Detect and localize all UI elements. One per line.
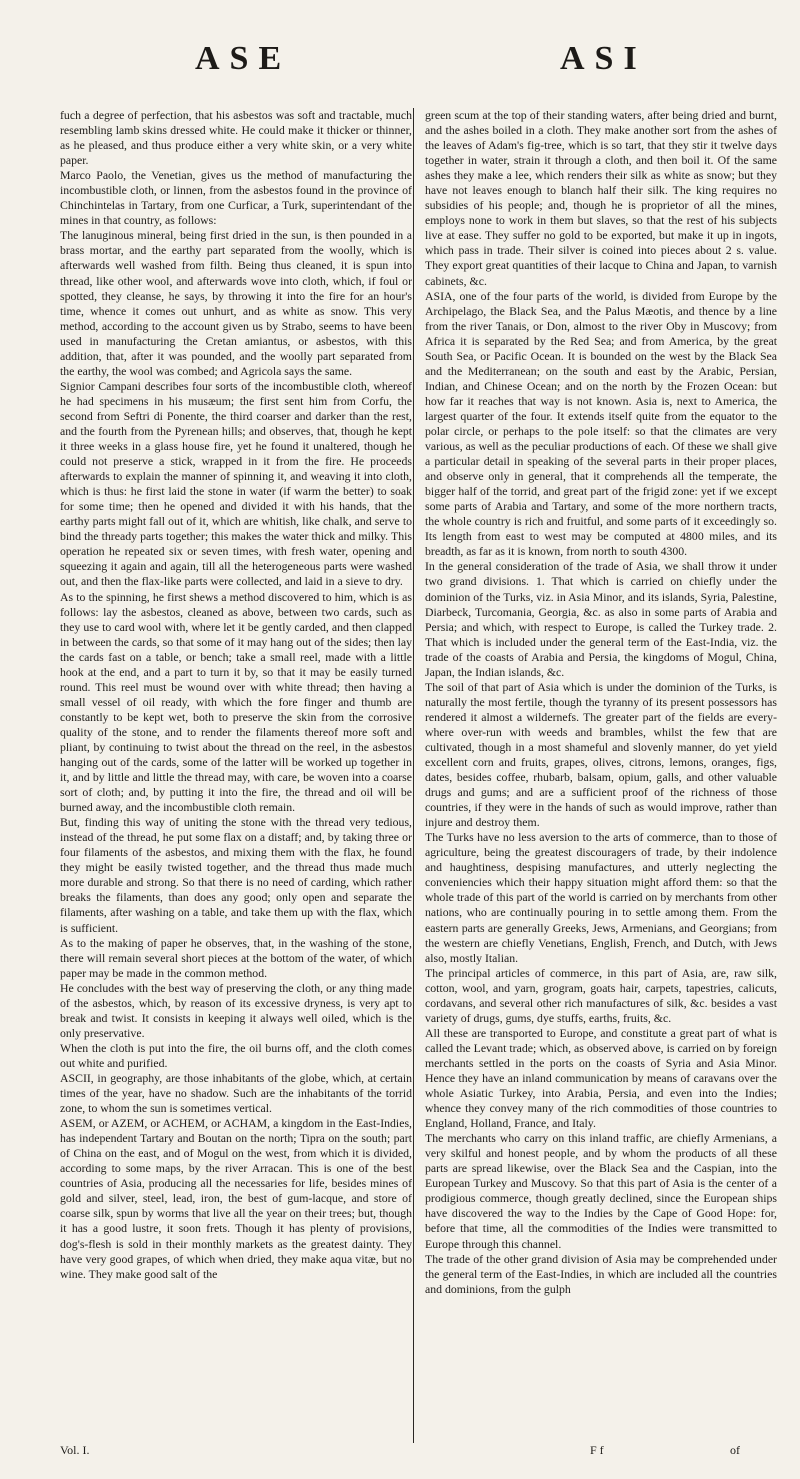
entry-ascii: ASCII, in geography, are those inhabitants of the globe, which, at certain times of the year, have no shadow. Such are the inhabitants of the torrid zone, to whom the sun is sometimes vertical.: [60, 1071, 412, 1116]
paragraph: green scum at the top of their standing waters, after being dried and burnt, and the ashes boiled in a cloth. They make another sort from the ashes of the leaves of Adam's fig-tree, which is so tart, that they stir it twelve days together in water, strain it through a cloth, and then boil it. Of the same ashes they make a lee, which renders their silk as white as snow; but they have not leaves enough to blanch half their silk. The king requires no subsidies of his people; and, though he is proprietor of all the mines, employs none to work in them but slaves, so that the rest of his subjects live at ease. They suffer no gold to be exported, but make it up in ingots, which pass in trade. Their silver is coined into pieces about 2 s. value. They export great quantities of their lacque to China and Japan, to varnish cabinets, &c.: [425, 108, 777, 288]
paragraph: Signior Campani describes four sorts of the incombustible cloth, whereof he had specimens in his musæum; the first sent him from Corfu, the second from Seftri di Ponente, the third coarser and darker than the rest, and the fourth from the Pyrenean hills; and observes, that, though he kept it three weeks in a glass house fire, yet he found it unaltered, though he could not preserve a stick, wrapped in it from the fire. He proceeds afterwards to explain the manner of spinning it, and weaving it into cloth, which is thus: he first laid the stone in water (if warm the better) to soak for some time; then he opened and divided it with his hands, that the earthy parts might fall out of it, which are whitish, like chalk, and serve to bind the thready parts together; this makes the water thick and milky. This operation he repeated six or seven times, with fresh water, opening and squeezing it again and again, till all the heterogeneous parts were washed out, and then the flax-like parts were collected, and laid in a sieve to dry.: [60, 378, 412, 589]
paragraph: The principal articles of commerce, in this part of Asia, are, raw silk, cotton, wool, and yarn, grogram, goats hair, carpets, tapestries, calicuts, cordavans, and several other rich manufactures of silk, &c. besides a vast variety of drugs, gums, dye stuffs, earths, fruits, &c.: [425, 965, 777, 1025]
paragraph: As to the making of paper he observes, that, in the washing of the stone, there will remain several short pieces at the bottom of the water, of which paper may be made in the common method.: [60, 935, 412, 980]
header-right-word: ASI: [560, 40, 647, 77]
paragraph: But, finding this way of uniting the stone with the thread very tedious, instead of the thread, he put some flax on a distaff; and, by taking three or four filaments of the asbestos, and mixing them with the flax, he found they might be easily twisted together, and the thread thus made much more durable and strong. So that there is no need of carding, which rather breaks the filaments, than does any good; only open and separate the filaments, after washing on a table, and take them up with the flax, which is sufficient.: [60, 815, 412, 935]
paragraph: When the cloth is put into the fire, the oil burns off, and the cloth comes out white and purified.: [60, 1040, 412, 1070]
header-left-word: ASE: [195, 40, 292, 77]
column-divider: [413, 108, 414, 1443]
left-column: [60, 108, 412, 1282]
paragraph: The lanuginous mineral, being first dried in the sun, is then pounded in a brass mortar, and the earthy part separated from the woolly, which is afterwards well washed from filth. Being thus cleaned, it is spun into thread, like other wool, and afterwards wove into cloth, which, if foul or spotted, they cleanse, he says, by throwing it into the fire for an hour's time, whence it comes out unhurt, and as white as snow. This very method, according to the account given us by Strabo, seems to have been used in manufacturing the Cretan amiantus, or asbestos, with this addition, that, after it was pounded, and the woolly part separated from the earthy, the wool was combed; and Agricola says the same.: [60, 228, 412, 378]
paragraph: The soil of that part of Asia which is under the dominion of the Turks, is naturally the most fertile, though the tyranny of its present possessors has rendered it almost a wildernefs. The greater part of the fields are every-where over-run with weeds and brambles, whilst the few that are cultivated, though in a most shameful and slovenly manner, do yet yield excellent corn and fruits, grapes, olives, citrons, lemons, oranges, figs, dates, besides coffee, rhubarb, balsam, opium, galls, and other valuable drugs and gums; and are a sufficient proof of the richness of those countries, if they were in the hands of such as would improve, rather than injure and destroy them.: [425, 679, 777, 830]
paragraph: The Turks have no less aversion to the arts of commerce, than to those of agriculture, being the greatest discouragers of trade, by their indolence and haughtiness, despising manufactures, and utterly neglecting the conveniencies which their happy situation might afford them: so that the whole trade of this part of the world is carried on by merchants from other nations, who are continually pouring in to settle among them. From the eastern parts are generally Greeks, Jews, Armenians, and Georgians; from the western are chiefly Venetians, English, French, and Dutch, with Jews also, mostly Italian.: [425, 830, 777, 965]
paragraph: As to the spinning, he first shews a method discovered to him, which is as follows: lay the asbestos, cleaned as above, between two cards, such as they use to card wool with, where let it be gently carded, and then clapped in between the cards, so that some of it may hang out of the sides; then lay the cards fast on a table, or bench; take a small reel, made with a little hook at the end, and a part to turn it by, so that it may be easily turned round. This reel must be wound over with white thread; then having a small vessel of oil ready, with which the fore finger and thumb are constantly to be kept wet, both to preserve the skin from the corrosive quality of the stone, and to render the filaments thereof more soft and pliant, by continuing to twist about the thread on the reel, in the asbestos hanging out of the cards, some of the latter will be worked up together in it, and by little and little the thread may, with care, be woven into a coarse sort of cloth; and, by putting it into the fire, the thread and oil will be burned away, and the incombustible cloth remain.: [60, 589, 412, 815]
paragraph: He concludes with the best way of preserving the cloth, or any thing made of the asbestos, which, by reason of its excessive dryness, is very apt to break and twist. It consists in keeping it always well oiled, which is the only preservative.: [60, 980, 412, 1040]
paragraph: All these are transported to Europe, and constitute a great part of what is called the Levant trade; which, as observed above, is carried on by foreign merchants settled in the ports on the coasts of Syria and Asia Minor. Hence they have an inland communication by means of caravans over the whole Asiatic Turkey, into Arabia, Persia, and even into the Indies; whence they convey many of the rich commodities of those countries to England, Holland, France, and Italy.: [425, 1025, 777, 1131]
paragraph: In the general consideration of the trade of Asia, we shall throw it under two grand divisions. 1. That which is carried on chiefly under the dominion of the Turks, viz. in Asia Minor, and its islands, Syria, Palestine, Diarbeck, Turcomania, Georgia, &c. as also in some parts of Arabia and Persia; and which, with respect to Europe, is called the Turkey trade. 2. That which is included under the general term of the East-India, viz. the trade of the coasts of Arabia and Persia, the kingdoms of Mogul, China, Japan, the Indian islands, &c.: [425, 559, 777, 679]
paragraph: Marco Paolo, the Venetian, gives us the method of manufacturing the incombustible cloth, or linnen, from the asbestos found in the province of Chinchintelas in Tartary, from one Curficar, a Turk, superintendant of the mines in that country, as follows:: [60, 168, 412, 228]
signature-mark: F f: [590, 1443, 604, 1457]
paragraph: The trade of the other grand division of Asia may be comprehended under the general term of the East-Indies, in which are included all the countries and dominions, from the gulph: [425, 1251, 777, 1296]
running-header: [0, 40, 800, 92]
right-column: [425, 108, 777, 1297]
catchword: of: [730, 1443, 740, 1457]
entry-asem: ASEM, or AZEM, or ACHEM, or ACHAM, a kingdom in the East-Indies, has independent Tartary and Boutan on the north; Tipra on the south; part of China on the east, and of Mogul on the west, from which it is divided, according to some maps, by the river Arracan. This is one of the best countries of Asia, producing all the necessaries for life, besides mines of gold and silver, steel, lead, iron, the best of gum-lacque, and store of coarse silk, spun by worms that live all the year on their trees; but, though it has a good lustre, it soon frets. Though it has plenty of provisions, dog's-flesh is sold in their monthly markets as the greatest dainty. They have very good grapes, of which when dried, they make aqua vitæ, but no wine. They make good salt of the: [60, 1116, 412, 1281]
entry-asia: ASIA, one of the four parts of the world, is divided from Europe by the Archipelago, the Black Sea, and the Palus Mæotis, and thence by a line from the river Tanais, or Don, almost to the river Oby in Muscovy; from Africa it is separated by the Red Sea; and from America, by the great South Sea, or Pacific Ocean. It is bounded on the west by the Black Sea and the Mediterranean; on the south and east by the Arabic, Persian, Indian, and Chinese Ocean; and on the north by the Frozen Ocean: but how far it reaches that way is not known. Asia is, next to America, the largest quarter of the four. It extends itself quite from the equator to the polar circle, or perhaps to the pole itself: so that the climates are very various, as well as the peculiar productions of each. Of these we shall give a particular detail in speaking of the several parts in their proper places, and observe only in general, that it comprehends all the temperate, the bigger half of the torrid, and great part of the frigid zone: yet if we except some parts of Arabia and Tartary, and some of the more northern tracts, the whole country is rich and fruitful, and some parts of it exceedingly so. Its length from east to west may be computed at 4800 miles, and its breadth, as far as it is known, from north to south 4300.: [425, 288, 777, 559]
paragraph: fuch a degree of perfection, that his asbestos was soft and tractable, much resembling lamb skins dressed white. He could make it thicker or thinner, as he pleased, and thus produce either a very white skin, or a very white paper.: [60, 108, 412, 168]
volume-label: Vol. I.: [60, 1443, 90, 1457]
page-footer: [0, 1443, 800, 1461]
paragraph: The merchants who carry on this inland traffic, are chiefly Armenians, a very skilful and honest people, and by whom the products of all these parts are spread likewise, over the Black Sea and the Caspian, into the European Turkey and Muscovy. So that this part of Asia is the center of a prodigious commerce, though greatly declined, since the European ships have discovered the way to the Indies by the Cape of Good Hope: for, before that time, all the commodities of the Indies were transmitted to Europe through this channel.: [425, 1131, 777, 1251]
